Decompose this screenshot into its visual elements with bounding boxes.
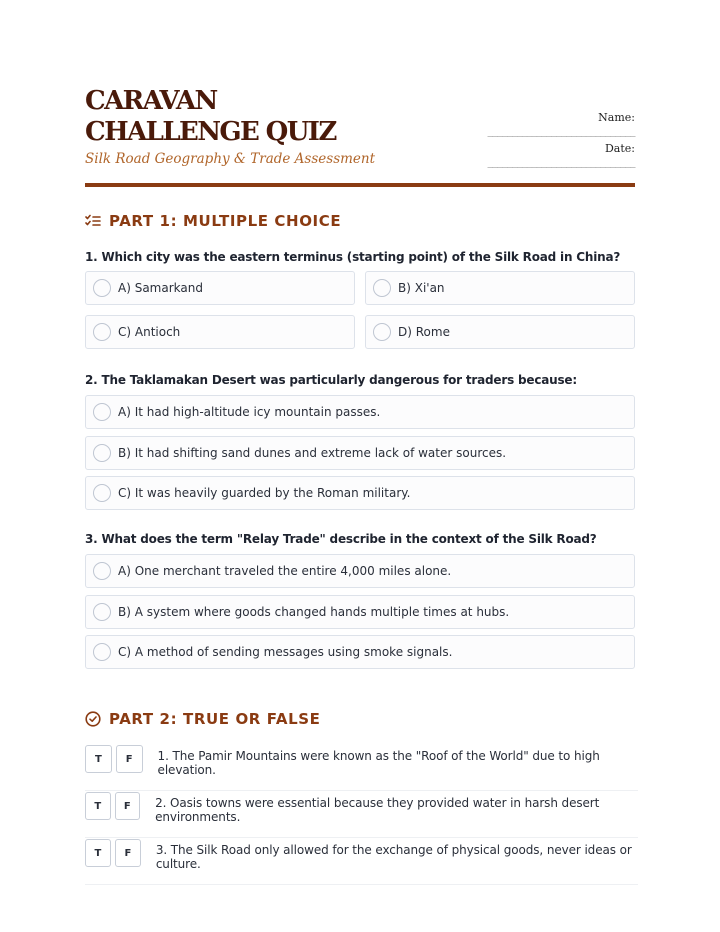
false-button[interactable]: F (115, 839, 141, 867)
q2-option-a[interactable] (85, 395, 635, 429)
radio-icon[interactable] (93, 603, 111, 621)
tf-item-2 (85, 791, 638, 838)
option-label: A) Samarkand (118, 281, 203, 295)
question-2-options (85, 395, 635, 510)
radio-icon[interactable] (93, 643, 111, 661)
question-2: 2. The Taklamakan Desert was particularly dangerous for traders because: (85, 373, 577, 387)
date-field[interactable]: ______________________________ (487, 159, 635, 169)
q1-option-a[interactable] (85, 271, 355, 305)
tf-statement: 1. The Pamir Mountains were known as the "Roof of the World" due to high elevation. (157, 749, 600, 777)
q3-option-b[interactable] (85, 595, 635, 629)
radio-icon[interactable] (373, 279, 391, 297)
question-3-options (85, 554, 635, 669)
q2-option-c[interactable] (85, 476, 635, 510)
page-title: CARAVAN CHALLENGE QUIZ (85, 86, 336, 147)
true-button[interactable]: T (85, 792, 111, 820)
tf-item-3 (85, 838, 638, 885)
false-button[interactable]: F (115, 792, 141, 820)
q3-option-c[interactable] (85, 635, 635, 669)
radio-icon[interactable] (93, 403, 111, 421)
option-label: D) Rome (398, 325, 450, 339)
question-1: 1. Which city was the eastern terminus (starting point) of the Silk Road in China? (85, 250, 621, 264)
option-label: B) A system where goods changed hands multiple times at hubs. (118, 604, 510, 619)
checklist-icon (85, 214, 101, 228)
option-label: C) A method of sending messages using smoke signals. (118, 645, 453, 659)
radio-icon[interactable] (373, 323, 391, 341)
true-button[interactable]: T (85, 839, 111, 867)
tf-statement: 3. The Silk Road only allowed for the exchange of physical goods, never ideas or culture. (155, 843, 632, 871)
q3-option-a[interactable] (85, 554, 635, 588)
question-1-options (85, 271, 635, 349)
student-info (487, 110, 635, 172)
option-label: B) It had shifting sand dunes and extreme lack of water sources. (118, 445, 507, 460)
option-label: A) It had high-altitude icy mountain passes. (118, 405, 381, 419)
q1-option-b[interactable] (365, 271, 635, 305)
name-field[interactable]: ______________________________ (487, 128, 635, 138)
part2-heading-text: PART 2: TRUE OR FALSE (109, 710, 321, 728)
page-subtitle: Silk Road Geography & Trade Assessment (85, 151, 376, 167)
true-button[interactable]: T (85, 745, 112, 773)
tf-statement: 2. Oasis towns were essential because they provided water in harsh desert environments. (155, 796, 600, 824)
false-button[interactable]: F (116, 745, 143, 773)
part2-heading (85, 708, 321, 730)
true-false-list (85, 744, 638, 885)
date-label: Date: (604, 142, 635, 155)
tf-item-1 (85, 744, 638, 791)
question-3: 3. What does the term "Relay Trade" describe in the context of the Silk Road? (85, 532, 597, 546)
option-label: C) Antioch (118, 325, 181, 339)
check-circle-icon (85, 711, 101, 727)
name-label: Name: (598, 111, 635, 124)
q1-option-c[interactable] (85, 315, 355, 349)
radio-icon[interactable] (93, 484, 111, 502)
part1-heading-text: PART 1: MULTIPLE CHOICE (109, 212, 342, 230)
radio-icon[interactable] (93, 279, 111, 297)
option-label: B) Xi'an (398, 281, 445, 295)
option-label: C) It was heavily guarded by the Roman military. (118, 486, 411, 500)
part1-heading (85, 209, 635, 233)
radio-icon[interactable] (93, 562, 111, 580)
radio-icon[interactable] (93, 444, 111, 462)
quiz-header (85, 0, 635, 187)
radio-icon[interactable] (93, 323, 111, 341)
option-label: A) One merchant traveled the entire 4,000 miles alone. (118, 564, 452, 578)
q1-option-d[interactable] (365, 315, 635, 349)
q2-option-b[interactable] (85, 436, 635, 470)
